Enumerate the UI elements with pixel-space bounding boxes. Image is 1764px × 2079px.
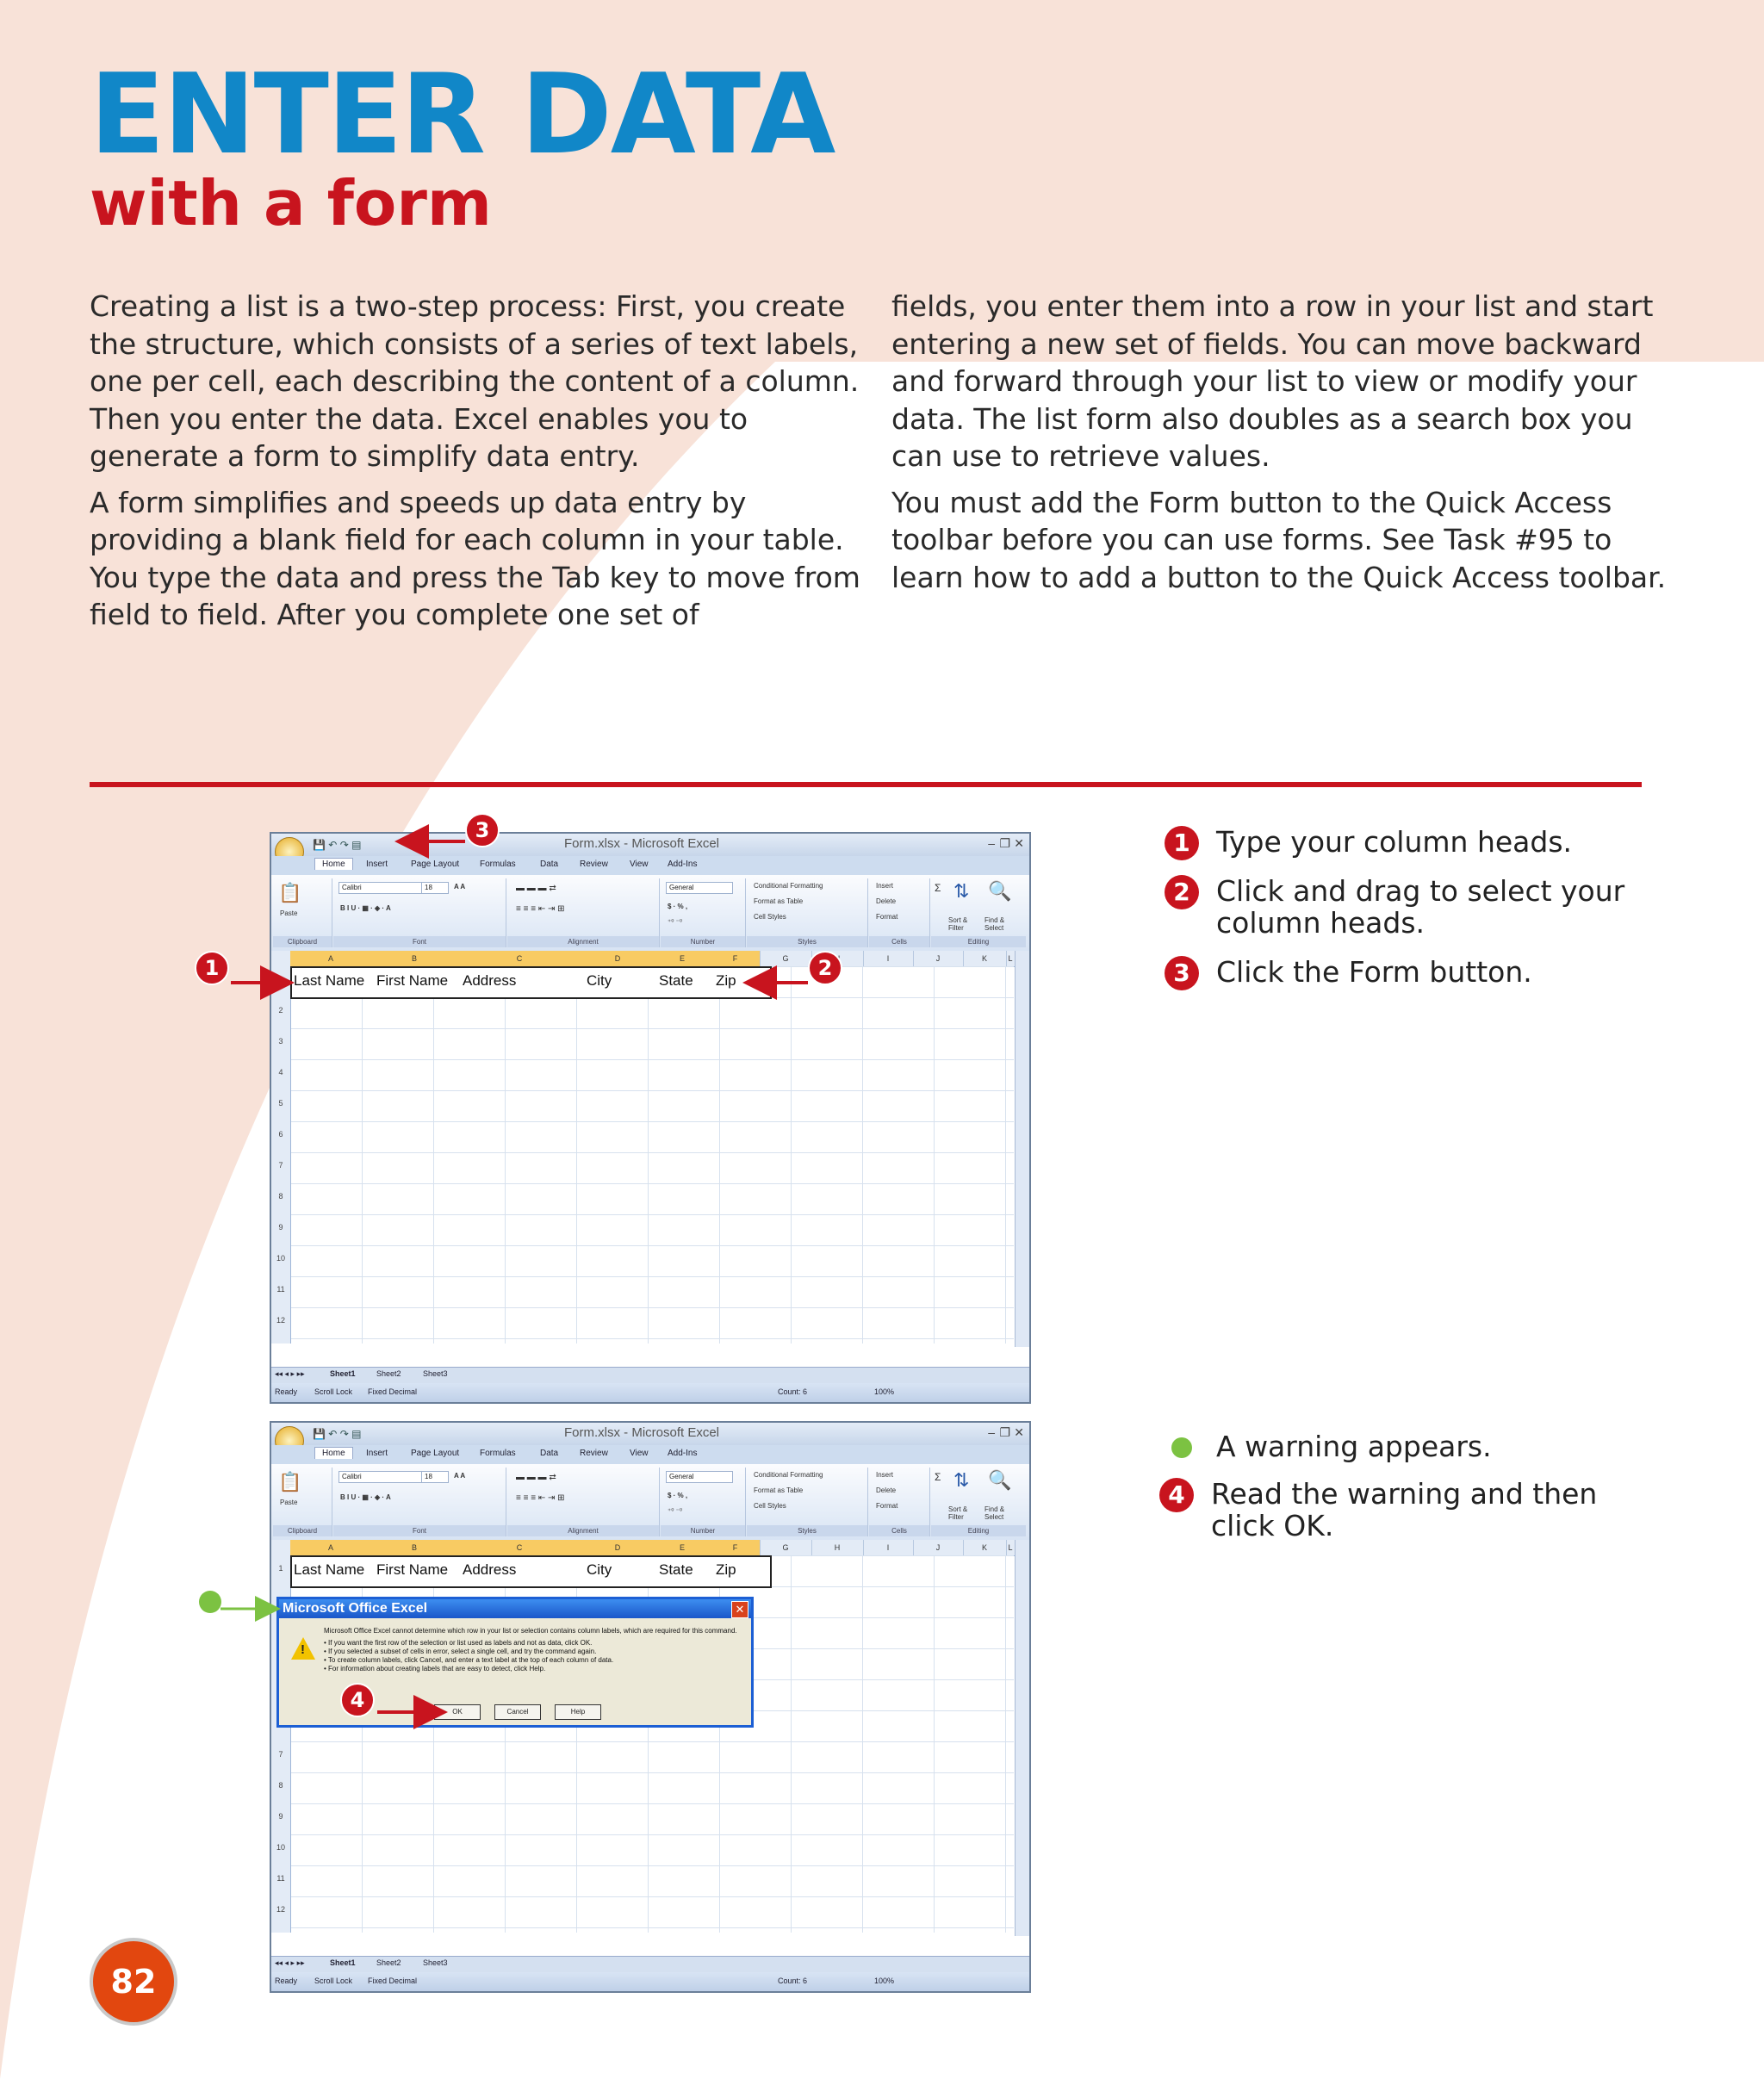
column-header[interactable]: B <box>371 951 458 966</box>
bold-italic-underline-icons[interactable]: B I U · ▦ · ◈ · A <box>340 1493 391 1501</box>
delete-cells-button[interactable]: Delete <box>876 1486 897 1494</box>
column-header[interactable]: F <box>711 951 761 966</box>
redo-icon[interactable]: ↷ <box>339 839 349 851</box>
sheet-nav-icons[interactable]: ◂◂ ◂ ▸ ▸▸ <box>275 1958 305 1967</box>
cell-address[interactable]: Address <box>463 1561 517 1578</box>
group-editing <box>931 1468 1026 1536</box>
group-clipboard <box>273 878 332 947</box>
intro-paragraph: fields, you enter them into a row in your list and start entering a new set of fields. You can move backward and forward through your list to view or modify your data. The list form also doubles as a search box you can use to retrieve values. <box>891 289 1654 473</box>
cell-state[interactable]: State <box>659 1561 693 1578</box>
group-label: Styles <box>747 936 867 947</box>
column-header[interactable]: I <box>863 951 914 966</box>
format-cells-button[interactable]: Format <box>876 1502 898 1510</box>
title-bar <box>271 834 1029 856</box>
group-number <box>661 878 746 947</box>
row-number[interactable]: 11 <box>276 1285 285 1294</box>
column-header[interactable]: H <box>811 1540 864 1555</box>
status-count: Count: 6 <box>778 1977 808 1985</box>
cell-address[interactable]: Address <box>463 972 517 989</box>
align-horizontal-icons[interactable]: ≡ ≡ ≡ ⇤ ⇥ ⊞ <box>516 904 565 914</box>
vertical-scrollbar[interactable] <box>1015 1540 1029 1936</box>
tab-home[interactable]: Home <box>314 858 353 870</box>
step-number-badge: 4 <box>1159 1478 1194 1512</box>
sheet-tab[interactable]: Sheet2 <box>376 1958 401 1967</box>
row-number[interactable]: 1 <box>278 1564 283 1573</box>
delete-cells-button[interactable]: Delete <box>876 897 897 905</box>
font-name-box[interactable]: Calibri <box>339 882 423 894</box>
sheet-tab[interactable]: Sheet1 <box>330 1369 356 1378</box>
page-title: ENTER DATA <box>90 51 835 179</box>
sort-filter-label: Sort & Filter <box>948 916 968 932</box>
tab-data[interactable]: Data <box>540 1449 559 1458</box>
tab-add-ins[interactable]: Add-Ins <box>668 1449 698 1458</box>
column-header[interactable]: L <box>1006 951 1016 966</box>
undo-icon[interactable]: ↶ <box>328 1428 338 1440</box>
column-header[interactable]: I <box>863 1540 914 1555</box>
step-number-badge: 2 <box>1165 875 1199 909</box>
step-number-badge: 1 <box>1165 826 1199 860</box>
paste-icon[interactable]: 📋 <box>278 882 302 903</box>
quick-access-toolbar <box>313 839 361 851</box>
group-alignment <box>507 878 660 947</box>
row-number[interactable]: 1 <box>278 975 283 984</box>
tab-data[interactable]: Data <box>540 860 559 869</box>
tab-view[interactable]: View <box>630 1449 649 1458</box>
font-size-box[interactable]: 18 <box>421 882 449 894</box>
group-label: Cells <box>869 1525 929 1536</box>
status-ready: Ready <box>275 1387 298 1396</box>
sort-filter-icon[interactable]: ⇅ <box>953 1469 970 1491</box>
column-header[interactable]: E <box>654 1540 711 1555</box>
selected-header-row[interactable] <box>290 1555 772 1588</box>
autosum-icon[interactable]: Σ <box>935 1471 941 1483</box>
font-size-box[interactable]: 18 <box>421 1471 449 1483</box>
dialog-bullet-text: If you want the first row of the selection or list used as labels and not as data, click OK. <box>328 1639 593 1647</box>
dialog-bullet: • For information about creating labels that are easy to detect, click Help. <box>324 1665 546 1673</box>
dialog-bullet: • If you selected a subset of cells in error, select a single cell, and try the command again. <box>324 1648 597 1655</box>
intro-left-column <box>90 288 865 634</box>
cell-state[interactable]: State <box>659 972 693 989</box>
minimize-icon[interactable]: – <box>988 836 995 850</box>
cell-last-name[interactable]: Last Name <box>294 1561 365 1578</box>
tab-review[interactable]: Review <box>580 860 608 869</box>
step-text: Type your column heads. <box>1216 825 1573 859</box>
tab-home[interactable]: Home <box>314 1447 353 1459</box>
column-header[interactable]: K <box>963 1540 1007 1555</box>
row-number[interactable]: 8 <box>278 1192 283 1201</box>
group-editing <box>931 878 1026 947</box>
ribbon-tabs <box>271 1445 1029 1465</box>
group-alignment <box>507 1468 660 1536</box>
status-zoom[interactable]: 100% <box>874 1387 895 1396</box>
paste-label: Paste <box>280 1499 298 1506</box>
intro-right-column <box>891 288 1667 596</box>
column-header[interactable]: G <box>760 951 812 966</box>
cell-city[interactable]: City <box>587 1561 612 1578</box>
column-header[interactable]: C <box>457 1540 582 1555</box>
sort-filter-label: Sort & Filter <box>948 1505 968 1521</box>
align-top-icons[interactable]: ▬ ▬ ▬ ⇄ <box>516 1473 556 1482</box>
group-styles <box>747 878 868 947</box>
undo-icon[interactable]: ↶ <box>328 839 338 851</box>
minimize-icon[interactable]: – <box>988 1425 995 1439</box>
group-label: Editing <box>931 1525 1026 1536</box>
dialog-message <box>324 1627 737 1673</box>
callout-2: 2 <box>808 951 842 985</box>
sheet-tabs <box>271 1956 1029 1972</box>
dialog-bullet: • If you want the first row of the selection or list used as labels and not as data, click OK. <box>324 1639 593 1647</box>
group-label: Clipboard <box>273 936 332 947</box>
cell-first-name[interactable]: First Name <box>376 1561 449 1578</box>
grow-font-icon[interactable]: A A <box>454 883 466 891</box>
intro-paragraph: A form simplifies and speeds up data entry by providing a blank field for each column in your table. You type the data and press the Tab key to move from field to field. After you complete one set of <box>90 485 860 631</box>
status-scroll-lock: Scroll Lock <box>314 1387 353 1396</box>
group-label: Number <box>661 936 745 947</box>
currency-icons[interactable]: $ · % , <box>668 903 688 910</box>
currency-icons[interactable]: $ · % , <box>668 1492 688 1499</box>
column-header[interactable]: G <box>760 1540 812 1555</box>
status-fixed-decimal: Fixed Decimal <box>368 1387 418 1396</box>
group-label: Alignment <box>507 1525 659 1536</box>
align-horizontal-icons[interactable]: ≡ ≡ ≡ ⇤ ⇥ ⊞ <box>516 1493 565 1503</box>
conditional-formatting-button[interactable]: Conditional Formatting <box>754 882 823 890</box>
cell-zip[interactable]: Zip <box>716 972 736 989</box>
window-title: Form.xlsx - Microsoft Excel <box>564 836 720 851</box>
sheet-tab[interactable]: Sheet3 <box>423 1369 448 1378</box>
row-number[interactable]: 9 <box>278 1223 283 1232</box>
number-format-box[interactable]: General <box>666 882 733 894</box>
window-title: Form.xlsx - Microsoft Excel <box>564 1425 720 1440</box>
sheet-tabs <box>271 1367 1029 1383</box>
callout-1: 1 <box>195 951 229 985</box>
row-number[interactable]: 2 <box>278 1006 283 1015</box>
restore-icon[interactable]: ❐ <box>999 836 1010 850</box>
status-fixed-decimal: Fixed Decimal <box>368 1977 418 1985</box>
cancel-button[interactable]: Cancel <box>494 1704 541 1720</box>
dialog-bullet-text: If you selected a subset of cells in error, select a single cell, and try the command again. <box>328 1648 597 1655</box>
group-font <box>333 1468 506 1536</box>
green-bullet-icon <box>1171 1437 1192 1458</box>
ribbon <box>271 1464 1029 1541</box>
dialog-bullet: • To create column labels, click Cancel, and enter a text label at the top of each column of data. <box>324 1656 614 1664</box>
ok-button[interactable]: OK <box>434 1704 481 1720</box>
group-label: Font <box>333 1525 506 1536</box>
group-label: Styles <box>747 1525 867 1536</box>
find-select-icon[interactable]: 🔍 <box>988 1469 1012 1491</box>
tab-formulas[interactable]: Formulas <box>480 860 516 869</box>
column-header[interactable]: K <box>963 951 1007 966</box>
sheet-nav-icons[interactable]: ◂◂ ◂ ▸ ▸▸ <box>275 1369 305 1378</box>
close-icon[interactable]: ✕ <box>1014 1425 1024 1439</box>
column-header[interactable]: A <box>290 951 372 966</box>
status-count: Count: 6 <box>778 1387 808 1396</box>
page-number-badge: 82 <box>90 1938 177 2026</box>
step-item <box>1165 826 1647 860</box>
ribbon <box>271 875 1029 952</box>
row-number[interactable]: 7 <box>278 1161 283 1170</box>
column-header[interactable]: E <box>654 951 711 966</box>
dialog-bullet-text: To create column labels, click Cancel, and enter a text label at the top of each column of data. <box>327 1656 614 1664</box>
group-label: Alignment <box>507 936 659 947</box>
step-text: Click and drag to select your column heads. <box>1216 874 1625 940</box>
bold-italic-underline-icons[interactable]: B I U · ▦ · ◈ · A <box>340 904 391 912</box>
row-number[interactable]: 12 <box>276 1316 285 1325</box>
step-text: Click the Form button. <box>1216 955 1532 989</box>
step-item <box>1159 1478 1642 1542</box>
quick-access-toolbar <box>313 1428 361 1440</box>
cell-first-name[interactable]: First Name <box>376 972 449 989</box>
format-as-table-button[interactable]: Format as Table <box>754 1486 804 1494</box>
row-number[interactable]: 5 <box>278 1099 283 1108</box>
step-text: A warning appears. <box>1216 1430 1492 1463</box>
sheet-tab[interactable]: Sheet3 <box>423 1958 448 1967</box>
cell-city[interactable]: City <box>587 972 612 989</box>
help-button[interactable]: Help <box>555 1704 601 1720</box>
dialog-title: Microsoft Office Excel <box>279 1599 751 1618</box>
tab-view[interactable]: View <box>630 860 649 869</box>
cell-grid[interactable] <box>290 966 1014 1344</box>
group-label: Cells <box>869 936 929 947</box>
dialog-bullet-text: For information about creating labels that are easy to detect, click Help. <box>328 1665 546 1673</box>
excel-window-step2 <box>270 1421 1031 1993</box>
find-select-label: Find & Select <box>984 916 1005 932</box>
paste-icon[interactable]: 📋 <box>278 1471 302 1493</box>
step-item <box>1165 875 1647 939</box>
page-subtitle: with a form <box>90 167 492 239</box>
column-header[interactable]: J <box>913 951 964 966</box>
column-header[interactable]: D <box>581 1540 655 1555</box>
tab-insert[interactable]: Insert <box>366 860 388 869</box>
tab-review[interactable]: Review <box>580 1449 608 1458</box>
status-bar <box>271 1972 1029 1991</box>
group-number <box>661 1468 746 1536</box>
insert-cells-button[interactable]: Insert <box>876 882 894 890</box>
selected-header-row[interactable] <box>290 966 772 999</box>
vertical-scrollbar[interactable] <box>1015 951 1029 1347</box>
save-icon[interactable]: 💾 <box>313 1428 326 1440</box>
row-number[interactable]: 7 <box>278 1750 283 1759</box>
group-label: Font <box>333 936 506 947</box>
column-headers <box>271 951 1029 967</box>
dialog-message-text: Microsoft Office Excel cannot determine which row in your list or selection contains column labels, which are required for this command. <box>324 1627 737 1635</box>
align-top-icons[interactable]: ▬ ▬ ▬ ⇄ <box>516 884 556 893</box>
status-scroll-lock: Scroll Lock <box>314 1977 353 1985</box>
title-bar <box>271 1423 1029 1445</box>
warning-icon <box>291 1637 315 1660</box>
row-number[interactable]: 6 <box>278 1130 283 1139</box>
save-icon[interactable]: 💾 <box>313 839 326 851</box>
grow-font-icon[interactable]: A A <box>454 1472 466 1480</box>
autosum-icon[interactable]: Σ <box>935 882 941 894</box>
tab-page-layout[interactable]: Page Layout <box>411 1449 460 1458</box>
status-ready: Ready <box>275 1977 298 1985</box>
restore-icon[interactable]: ❐ <box>999 1425 1010 1439</box>
column-headers <box>271 1540 1029 1556</box>
column-header[interactable]: L <box>1006 1540 1016 1555</box>
cell-zip[interactable]: Zip <box>716 1561 736 1578</box>
step-item <box>1165 956 1647 990</box>
excel-window-step1 <box>270 832 1031 1404</box>
cell-last-name[interactable]: Last Name <box>294 972 365 989</box>
group-label: Number <box>661 1525 745 1536</box>
callout-4: 4 <box>340 1683 375 1717</box>
ribbon-tabs <box>271 856 1029 876</box>
row-headers <box>271 966 291 1344</box>
conditional-formatting-button[interactable]: Conditional Formatting <box>754 1471 823 1479</box>
step-text: Read the warning and then click OK. <box>1211 1477 1598 1542</box>
row-number[interactable]: 10 <box>276 1843 285 1852</box>
callout-3: 3 <box>465 813 500 847</box>
close-icon[interactable]: ✕ <box>1014 836 1024 850</box>
status-zoom[interactable]: 100% <box>874 1977 895 1985</box>
intro-paragraph: You must add the Form button to the Quick Access toolbar before you can use forms. See Task #95 to learn how to add a button to the Quick Access toolbar. <box>891 485 1667 594</box>
tab-formulas[interactable]: Formulas <box>480 1449 516 1458</box>
group-styles <box>747 1468 868 1536</box>
tab-add-ins[interactable]: Add-Ins <box>668 860 698 869</box>
sort-filter-icon[interactable]: ⇅ <box>953 880 970 902</box>
group-font <box>333 878 506 947</box>
intro-paragraph: Creating a list is a two-step process: First, you create the structure, which consists of a series of text labels, one per cell, each describing the content of a column. Then you enter the data. Excel enables you to generate a form to simplify data entry. <box>90 289 860 473</box>
insert-cells-button[interactable]: Insert <box>876 1471 894 1479</box>
row-number[interactable]: 3 <box>278 1037 283 1046</box>
redo-icon[interactable]: ↷ <box>339 1428 349 1440</box>
form-button-icon[interactable]: ▤ <box>351 1428 362 1440</box>
paste-label: Paste <box>280 909 298 917</box>
group-clipboard <box>273 1468 332 1536</box>
group-cells <box>869 1468 930 1536</box>
step-item <box>1165 1430 1647 1462</box>
row-number[interactable]: 9 <box>278 1812 283 1821</box>
row-number[interactable]: 12 <box>276 1905 285 1914</box>
row-number[interactable]: 8 <box>278 1781 283 1790</box>
number-format-box[interactable]: General <box>666 1471 733 1483</box>
group-label: Clipboard <box>273 1525 332 1536</box>
status-bar <box>271 1383 1029 1402</box>
form-button-icon[interactable]: ▤ <box>351 839 362 851</box>
group-label: Editing <box>931 936 1026 947</box>
format-as-table-button[interactable]: Format as Table <box>754 897 804 905</box>
row-number[interactable]: 4 <box>278 1068 283 1077</box>
dialog-close-icon[interactable]: ✕ <box>731 1601 748 1618</box>
sheet-tab[interactable]: Sheet2 <box>376 1369 401 1378</box>
group-cells <box>869 878 930 947</box>
font-name-box[interactable]: Calibri <box>339 1471 423 1483</box>
column-header[interactable]: D <box>581 951 655 966</box>
tab-page-layout[interactable]: Page Layout <box>411 860 460 869</box>
row-number[interactable]: 10 <box>276 1254 285 1263</box>
column-header[interactable]: C <box>457 951 582 966</box>
column-header[interactable]: F <box>711 1540 761 1555</box>
row-number[interactable]: 11 <box>276 1874 285 1883</box>
find-select-label: Find & Select <box>984 1505 1005 1521</box>
cell-styles-button[interactable]: Cell Styles <box>754 913 786 921</box>
column-header[interactable]: B <box>371 1540 458 1555</box>
column-header[interactable]: J <box>913 1540 964 1555</box>
step-number-badge: 3 <box>1165 956 1199 990</box>
sheet-tab[interactable]: Sheet1 <box>330 1958 356 1967</box>
decimal-icons[interactable]: ⁺⁰ ⁻⁰ <box>668 918 683 926</box>
cell-styles-button[interactable]: Cell Styles <box>754 1502 786 1510</box>
tab-insert[interactable]: Insert <box>366 1449 388 1458</box>
find-select-icon[interactable]: 🔍 <box>988 880 1012 902</box>
decimal-icons[interactable]: ⁺⁰ ⁻⁰ <box>668 1507 683 1515</box>
section-divider <box>90 782 1642 787</box>
column-header[interactable]: A <box>290 1540 372 1555</box>
format-cells-button[interactable]: Format <box>876 913 898 921</box>
